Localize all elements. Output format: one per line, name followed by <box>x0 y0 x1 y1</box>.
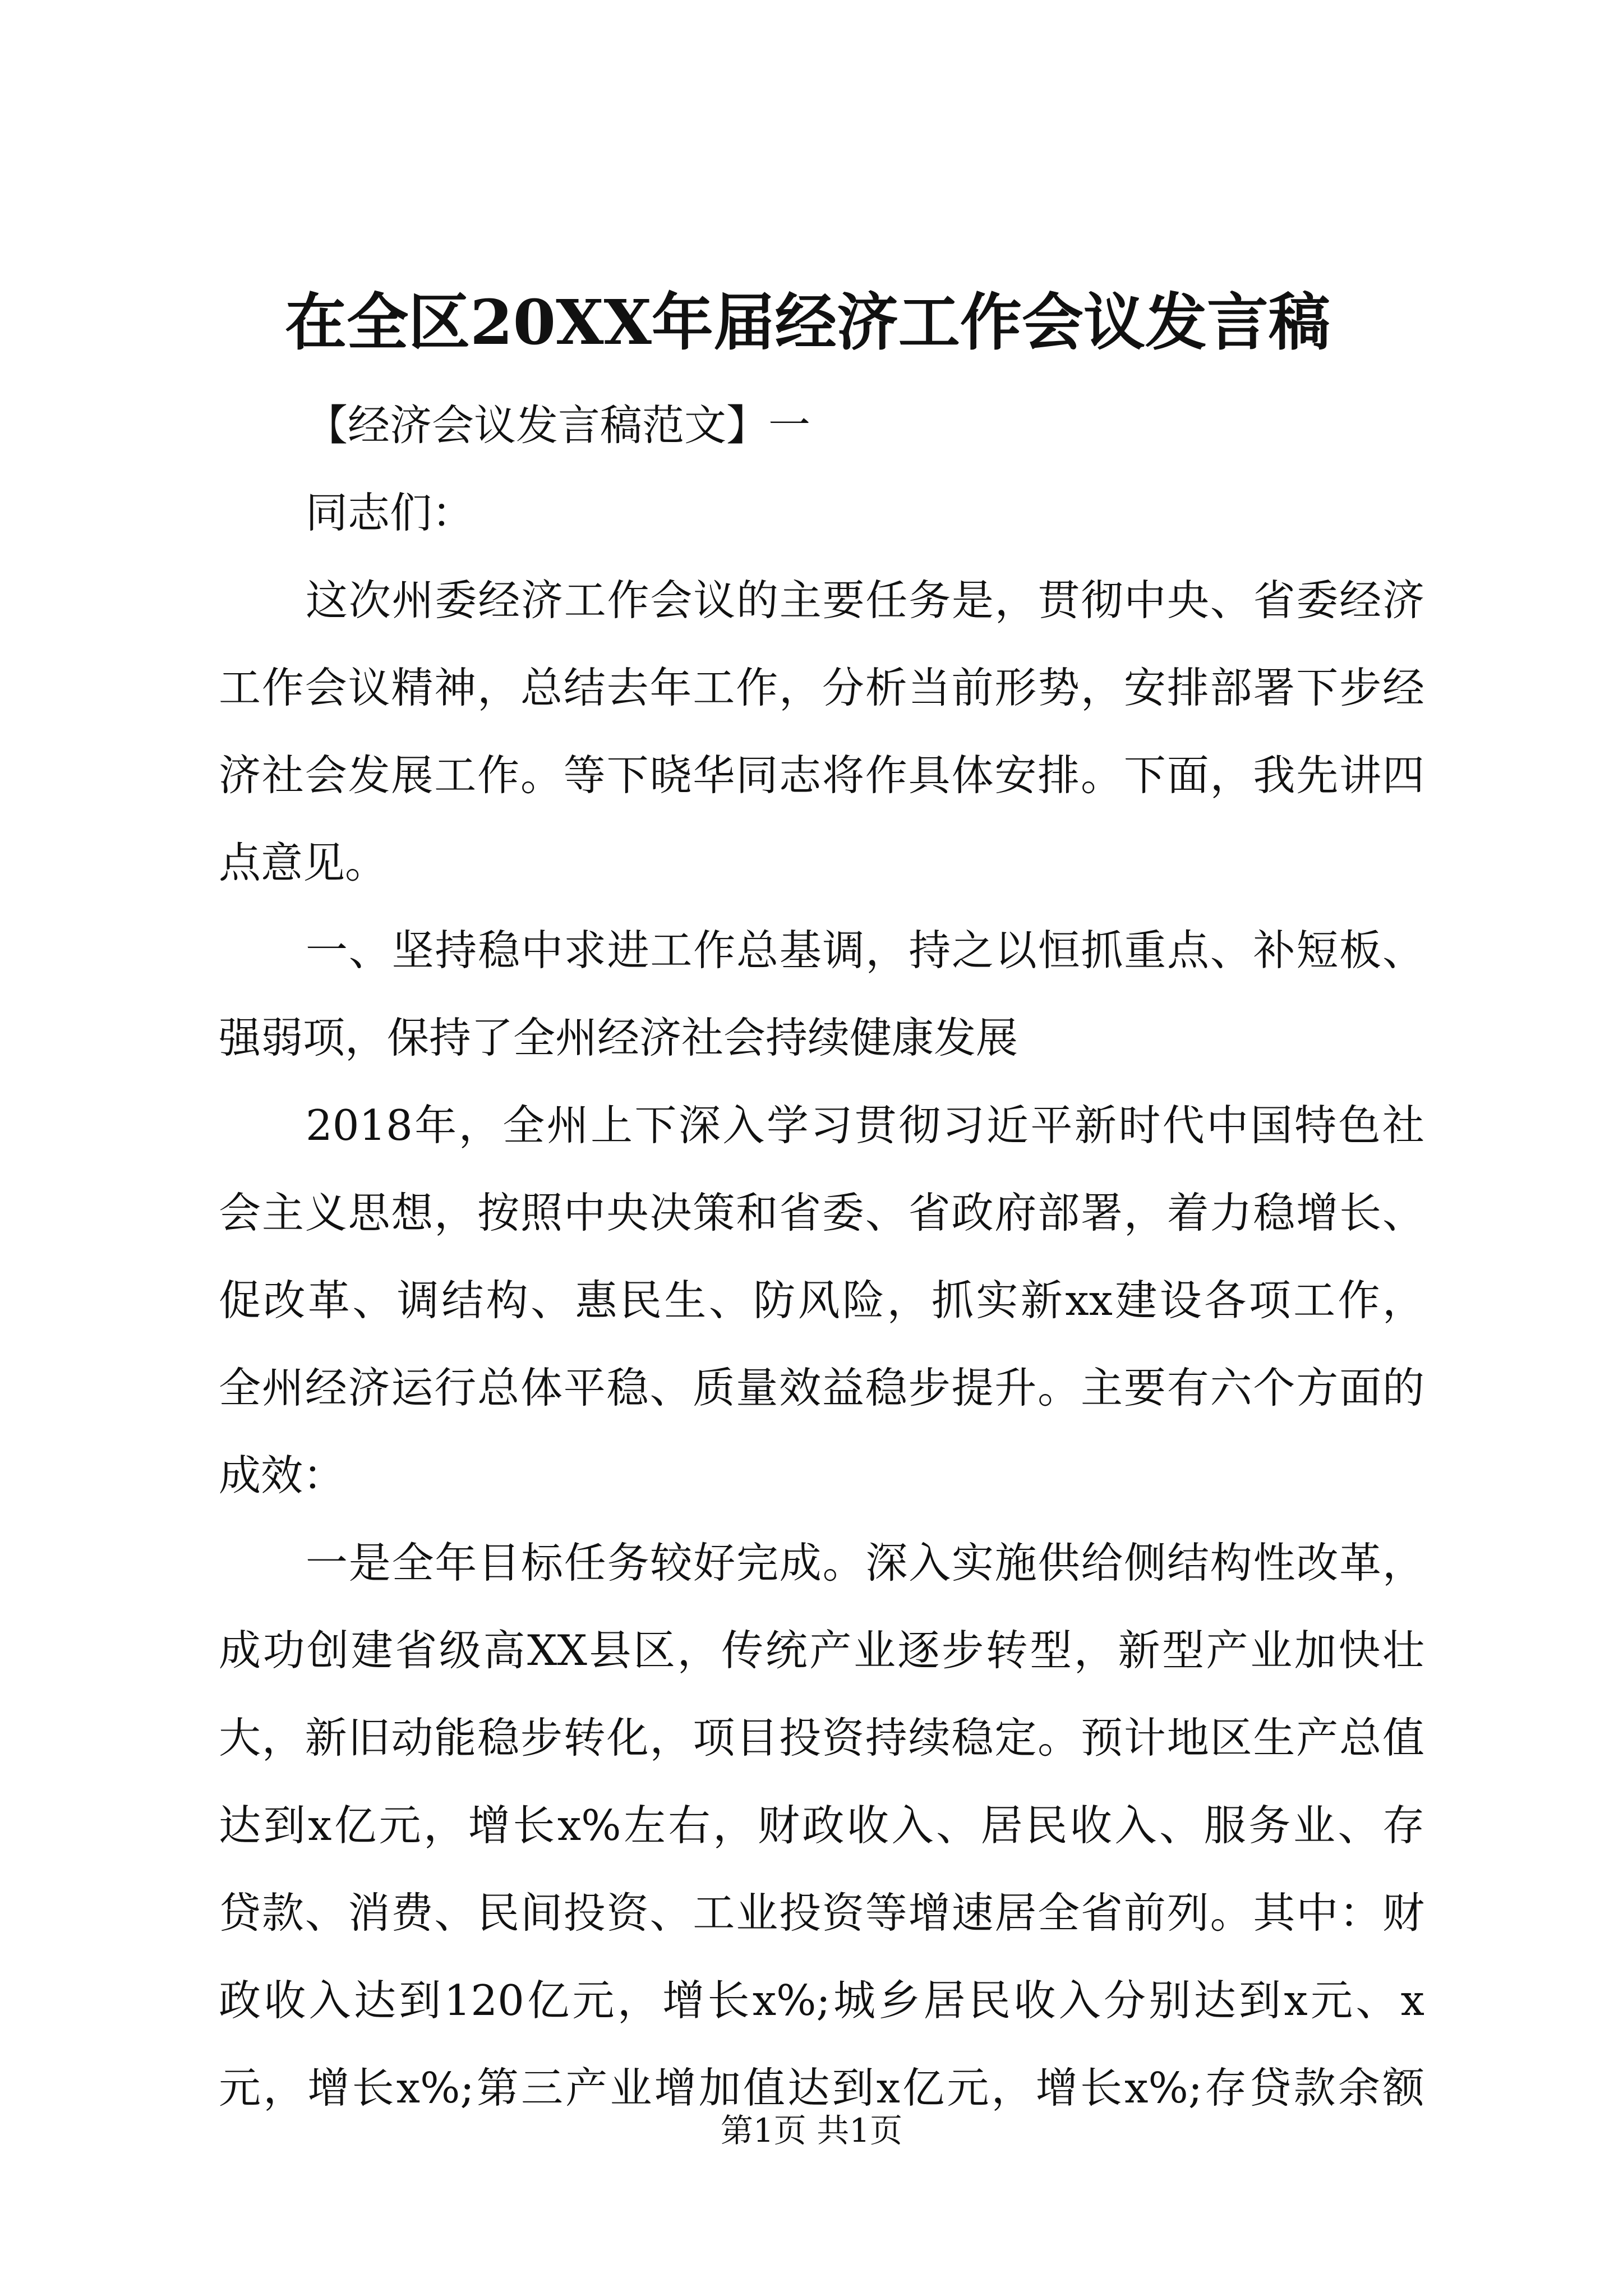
paragraph-line: 贷款、消费、民间投资、工业投资等增速居全省前列。其中：财 <box>219 1888 1424 1938</box>
paragraph-line: 全州经济运行总体平稳、质量效益稳步提升。主要有六个方面的 <box>219 1363 1424 1412</box>
paragraph-line: 强弱项，保持了全州经济社会持续健康发展 <box>219 1013 1018 1062</box>
paragraph-line: 达到x亿元，增长x%左右，财政收入、居民收入、服务业、存 <box>219 1801 1424 1850</box>
paragraph-line: 2018年，全州上下深入学习贯彻习近平新时代中国特色社 <box>306 1101 1424 1150</box>
paragraph-line: 政收入达到120亿元，增长x%;城乡居民收入分别达到x元、x <box>219 1976 1424 2025</box>
document-title: 在全区20XX年届经济工作会议发言稿 <box>285 286 1330 358</box>
paragraph-line: 成功创建省级高XX县区，传统产业逐步转型，新型产业加快壮 <box>219 1626 1424 1675</box>
section-heading: 【经济会议发言稿范文】一 <box>306 401 811 450</box>
paragraph-line: 济社会发展工作。等下晓华同志将作具体安排。下面，我先讲四 <box>219 751 1424 800</box>
paragraph-line: 大，新旧动能稳步转化，项目投资持续稳定。预计地区生产总值 <box>219 1713 1424 1763</box>
paragraph-line: 一、坚持稳中求进工作总基调，持之以恒抓重点、补短板、 <box>306 926 1424 975</box>
paragraph-line: 一是全年目标任务较好完成。深入实施供给侧结构性改革， <box>306 1538 1424 1588</box>
page-footer: 第1页 共1页 <box>720 2111 903 2150</box>
salutation: 同志们： <box>306 488 474 537</box>
paragraph-line: 促改革、调结构、惠民生、防风险，抓实新xx建设各项工作， <box>219 1276 1424 1325</box>
paragraph-line: 这次州委经济工作会议的主要任务是，贯彻中央、省委经济 <box>306 576 1424 625</box>
paragraph-line: 工作会议精神，总结去年工作，分析当前形势，安排部署下步经 <box>219 663 1424 712</box>
document-body <box>219 381 1424 2132</box>
paragraph-line: 点意见。 <box>219 838 388 887</box>
paragraph-line: 元，增长x%;第三产业增加值达到x亿元，增长x%;存贷款余额 <box>219 2063 1424 2113</box>
paragraph-line: 成效： <box>219 1451 345 1500</box>
paragraph-line: 会主义思想，按照中央决策和省委、省政府部署，着力稳增长、 <box>219 1188 1424 1237</box>
